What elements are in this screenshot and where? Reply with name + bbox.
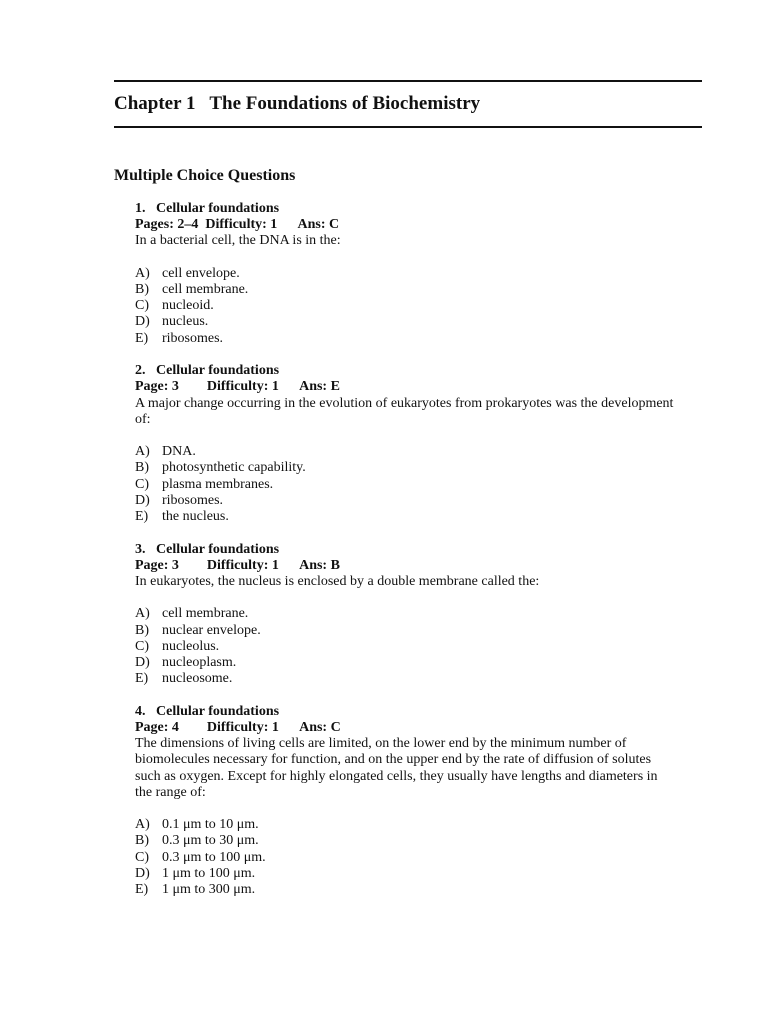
option-letter: C) bbox=[135, 476, 149, 492]
question-heading: 1. Cellular foundations bbox=[135, 201, 280, 216]
option-letter: C) bbox=[135, 849, 149, 865]
option-letter: D) bbox=[135, 314, 150, 330]
answer-options bbox=[135, 817, 675, 898]
option-letter: C) bbox=[135, 298, 149, 314]
question-heading: 2. Cellular foundations bbox=[135, 363, 280, 379]
header-bottom-rule bbox=[114, 126, 702, 128]
question-text: In eukaryotes, the nucleus is enclosed by a double membrane called the: bbox=[135, 574, 540, 590]
answer-option bbox=[135, 671, 675, 687]
answer-options bbox=[135, 606, 675, 687]
question-text: The dimensions of living cells are limited, on the lower end by the minimum number of biomolecules necessary for function, and on the upper end by the rate of diffusion of solutes such as oxygen. Except for highly elongated cells, they usually have lengths and diameters in the range of: bbox=[135, 736, 658, 800]
answer-option bbox=[135, 850, 675, 866]
answer-option bbox=[135, 623, 675, 639]
option-letter: B) bbox=[135, 622, 149, 638]
question-text: A major change occurring in the evolution of eukaryotes from prokaryotes was the development of: bbox=[135, 395, 674, 427]
option-letter: A) bbox=[135, 444, 150, 460]
option-text: cell envelope. bbox=[162, 265, 240, 281]
option-letter: E) bbox=[135, 882, 149, 898]
option-text: 1 μm to 300 μm. bbox=[162, 882, 256, 898]
answer-option bbox=[135, 833, 675, 849]
question-meta: Pages: 2–4 Difficulty: 1 Ans: C bbox=[135, 217, 340, 233]
answer-option bbox=[135, 460, 675, 476]
option-text: DNA. bbox=[162, 444, 196, 460]
option-text: nuclear envelope. bbox=[162, 622, 261, 638]
option-letter: A) bbox=[135, 606, 150, 622]
answer-option bbox=[135, 331, 675, 347]
option-text: nucleoplasm. bbox=[162, 655, 237, 671]
answer-option bbox=[135, 266, 675, 282]
answer-option bbox=[135, 314, 675, 330]
option-letter: E) bbox=[135, 671, 149, 687]
option-letter: D) bbox=[135, 655, 150, 671]
answer-options bbox=[135, 444, 675, 525]
answer-option bbox=[135, 606, 675, 622]
option-text: ribosomes. bbox=[162, 492, 224, 508]
question-heading: 4. Cellular foundations bbox=[135, 703, 280, 719]
option-text: nucleolus. bbox=[162, 638, 220, 654]
answer-option bbox=[135, 655, 675, 671]
option-text: photosynthetic capability. bbox=[162, 460, 306, 476]
answer-option bbox=[135, 509, 675, 525]
option-letter: D) bbox=[135, 865, 150, 881]
question-2 bbox=[135, 363, 675, 525]
question-4 bbox=[135, 704, 675, 898]
option-text: cell membrane. bbox=[162, 282, 249, 297]
option-letter: E) bbox=[135, 509, 149, 525]
option-text: nucleoid. bbox=[162, 298, 214, 314]
option-text: 0.1 μm to 10 μm. bbox=[162, 817, 259, 833]
option-letter: B) bbox=[135, 460, 149, 476]
question-meta: Page: 4 Difficulty: 1 Ans: C bbox=[135, 720, 341, 736]
option-text: 0.3 μm to 30 μm. bbox=[162, 833, 259, 849]
question-3 bbox=[135, 542, 675, 688]
answer-options bbox=[135, 266, 675, 347]
option-letter: B) bbox=[135, 833, 149, 849]
answer-option bbox=[135, 444, 675, 460]
question-heading: 3. Cellular foundations bbox=[135, 541, 280, 557]
option-text: nucleus. bbox=[162, 314, 209, 330]
option-text: nucleosome. bbox=[162, 671, 233, 687]
chapter-title: Chapter 1 The Foundations of Biochemistry bbox=[114, 93, 481, 114]
answer-option bbox=[135, 882, 675, 898]
answer-option bbox=[135, 493, 675, 509]
option-letter: A) bbox=[135, 817, 150, 833]
option-letter: E) bbox=[135, 330, 149, 346]
option-letter: A) bbox=[135, 265, 150, 281]
option-text: plasma membranes. bbox=[162, 476, 274, 492]
question-list bbox=[135, 201, 675, 915]
answer-option bbox=[135, 477, 675, 493]
answer-option bbox=[135, 817, 675, 833]
option-text: cell membrane. bbox=[162, 606, 249, 622]
option-letter: B) bbox=[135, 282, 149, 297]
option-text: 1 μm to 100 μm. bbox=[162, 865, 256, 881]
header-top-rule bbox=[114, 80, 702, 82]
section-title: Multiple Choice Questions bbox=[114, 167, 296, 184]
option-letter: C) bbox=[135, 638, 149, 654]
answer-option bbox=[135, 866, 675, 882]
question-meta: Page: 3 Difficulty: 1 Ans: B bbox=[135, 557, 340, 573]
answer-option bbox=[135, 639, 675, 655]
answer-option bbox=[135, 282, 675, 298]
option-text: 0.3 μm to 100 μm. bbox=[162, 849, 266, 865]
option-letter: D) bbox=[135, 492, 150, 508]
option-text: ribosomes. bbox=[162, 330, 224, 346]
question-meta: Page: 3 Difficulty: 1 Ans: E bbox=[135, 379, 340, 395]
option-text: the nucleus. bbox=[162, 509, 229, 525]
answer-option bbox=[135, 298, 675, 314]
question-1 bbox=[135, 201, 675, 347]
question-text: In a bacterial cell, the DNA is in the: bbox=[135, 233, 341, 249]
